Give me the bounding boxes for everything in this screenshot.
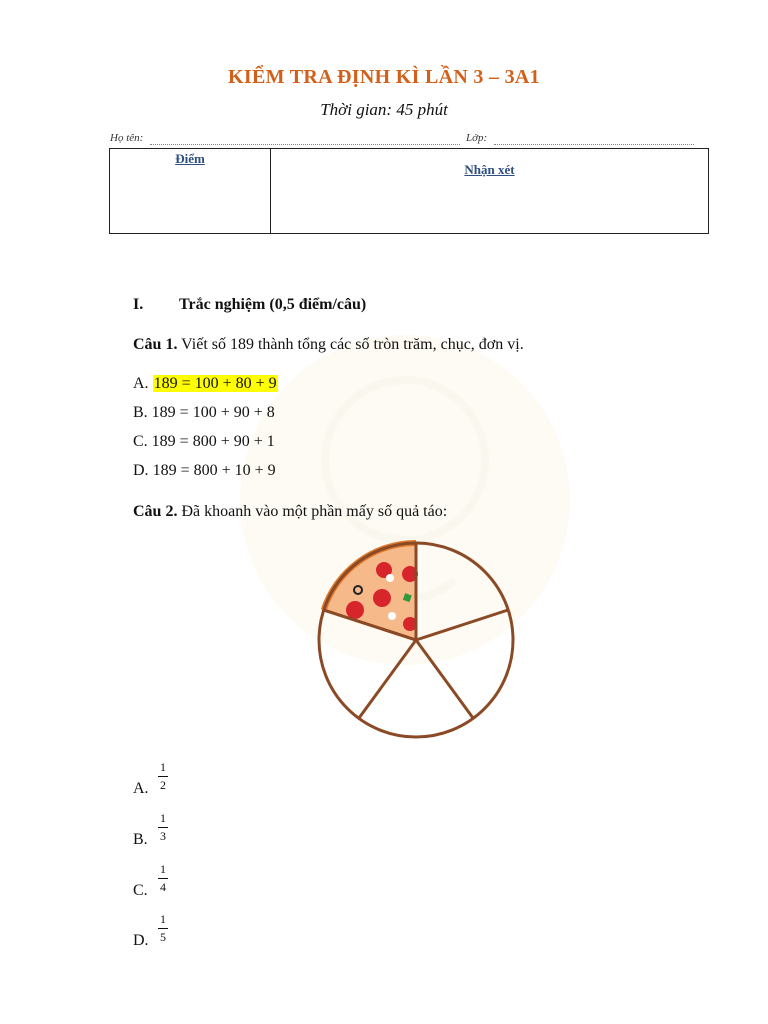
section-heading <box>133 296 366 314</box>
question-1-label: Câu 1. <box>133 336 178 353</box>
section-number: I. <box>133 296 144 313</box>
name-label: Họ tên: <box>110 132 144 144</box>
option-letter: D. <box>133 462 149 479</box>
question-2-label: Câu 2. <box>133 503 178 520</box>
pie-divider <box>359 640 416 718</box>
option-text: 189 = 800 + 10 + 9 <box>152 462 276 479</box>
comment-header: Nhận xét <box>464 162 515 177</box>
fraction-numerator: 1 <box>160 912 166 926</box>
page-title: KIỂM TRA ĐỊNH KÌ LẦN 3 – 3A1 <box>228 66 540 88</box>
class-label: Lớp: <box>466 132 488 144</box>
option-letter: D. <box>133 932 149 949</box>
option-text-highlighted: 189 = 100 + 80 + 9 <box>153 375 277 392</box>
fraction-denominator: 3 <box>160 829 166 843</box>
class-blank[interactable] <box>494 144 694 145</box>
pizza-fraction-diagram <box>306 536 526 746</box>
fraction-bar <box>158 928 168 929</box>
q1-option-b[interactable] <box>133 404 275 422</box>
section-title: Trắc nghiệm (0,5 điểm/câu) <box>179 296 367 313</box>
pie-divider <box>416 640 473 718</box>
score-header: Điểm <box>175 151 205 166</box>
option-text: 189 = 800 + 90 + 1 <box>151 433 275 450</box>
fraction <box>158 862 168 894</box>
q1-option-a[interactable] <box>133 375 278 393</box>
fraction-denominator: 2 <box>160 778 166 792</box>
question-2 <box>133 503 447 521</box>
pepperoni <box>373 589 391 607</box>
fraction-numerator: 1 <box>160 862 166 876</box>
fraction-bar <box>158 776 168 777</box>
option-text: 189 = 100 + 90 + 8 <box>151 404 275 421</box>
q1-option-d[interactable] <box>133 462 276 480</box>
option-letter: A. <box>133 375 149 392</box>
fraction-bar <box>158 878 168 879</box>
time-limit: Thời gian: 45 phút <box>320 100 448 119</box>
question-1-text: Viết số 189 thành tổng các số tròn trăm, chục, đơn vị. <box>181 336 524 353</box>
fraction-numerator: 1 <box>160 811 166 825</box>
option-letter: C. <box>133 433 148 450</box>
fraction <box>158 760 168 792</box>
q1-option-c[interactable] <box>133 433 275 451</box>
question-2-text: Đã khoanh vào một phần mấy số quả táo: <box>181 503 448 520</box>
pepperoni <box>346 601 364 619</box>
fraction <box>158 912 168 944</box>
option-letter: C. <box>133 882 148 899</box>
option-letter: B. <box>133 831 148 848</box>
comment-cell[interactable] <box>271 149 708 233</box>
fraction-numerator: 1 <box>160 760 166 774</box>
fraction-denominator: 5 <box>160 930 166 944</box>
pie-divider <box>416 610 508 640</box>
name-blank[interactable] <box>150 144 460 145</box>
option-letter: A. <box>133 780 149 797</box>
option-letter: B. <box>133 404 148 421</box>
question-1 <box>133 336 524 354</box>
fraction-bar <box>158 827 168 828</box>
mushroom <box>386 574 394 582</box>
fraction <box>158 811 168 843</box>
score-table <box>109 148 709 234</box>
fraction-denominator: 4 <box>160 880 166 894</box>
score-cell[interactable] <box>110 149 271 233</box>
student-info-line <box>110 132 694 148</box>
mushroom <box>388 612 396 620</box>
